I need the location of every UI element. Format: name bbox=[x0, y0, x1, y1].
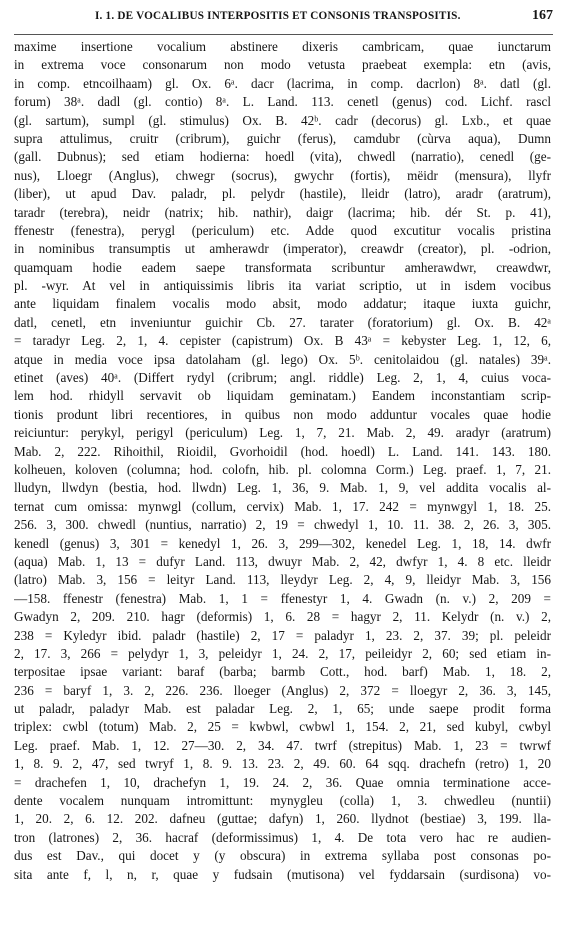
text-line: 238 = Kyledyr ibid. paladr (hastile) 2, 17 = paladyr 1, 23. 2, 37. 39; pl. peleidr bbox=[14, 627, 551, 643]
text-line: 1, 20. 2, 6. 12. 202. dafneu (guttae; dafyn) 1, 260. llydnot (bestiae) 3, 199. lla- bbox=[14, 811, 551, 827]
text-line: (latro) Mab. 3, 156 = leityr Land. 113, lleydyr Leg. 2, 4, 9, lleidyr Mab. 3, 156 bbox=[14, 572, 551, 588]
text-line: Gwadyn 2, 209. 210. hagr (deformis) 1, 6. 28 = hagyr 2, 11. Kelydr (n. v.) 2, bbox=[14, 609, 551, 625]
text-line: maxime insertione vocalium abstinere dixeris cambricam, quae iunctarum bbox=[14, 39, 551, 54]
text-line: tron (latrones) 2, 36. hacraf (deformissimus) 1, 4. De tota vero hac re audien- bbox=[14, 829, 551, 845]
text-line: ut paladr, paladyr Mab. est paladar Leg. 2, 1, 65; unde saepe prodit forma bbox=[14, 701, 551, 717]
page-header bbox=[0, 6, 567, 28]
text-line: ffenestr (fenestra), perygl (periculum) etc. Adde quod excutitur vocalis pristina bbox=[14, 222, 551, 238]
text-line: atque in media voce ipsa datolaham (gl. lego) Ox. 5ᵇ. cenitolaidou (gl. natales) 39ᵃ. bbox=[14, 351, 551, 367]
text-line: = drachefen 1, 10, drachefyn 1, 19. 24. 2, 36. Quae omnia terminatione acce- bbox=[14, 774, 551, 790]
text-line: 236 = baryf 1, 3. 2, 226. 236. lloeger (Anglus) 2, 372 = lloegyr 2, 36. 3, 145, bbox=[14, 682, 551, 698]
text-line: in comp. etncoilhaam) gl. Ox. 6ᵃ. dacr (lacrima, in comp. dacrlon) 8ᵃ. datl (gl. bbox=[14, 75, 551, 91]
page-number: 167 bbox=[532, 8, 553, 23]
text-line: kenedl (genus) 3, 301 = kenedyl 1, 26. 3, 299—302, kenedel Leg. 1, 18, 14. dwfr bbox=[14, 535, 551, 551]
text-line: in extrema voce consonarum non modo vetusta praebeat exempla: etn (avis, bbox=[14, 57, 551, 73]
text-line: = taradyr Leg. 2, 1, 4. cepister (capistrum) Ox. B 43ᵃ = kebyster Leg. 1, 12, 6, bbox=[14, 333, 551, 349]
text-line: taradr (terebra), neidr (natrix; hib. nathir), daigr (lacrima; hib. dér St. p. 41), bbox=[14, 204, 551, 220]
text-line: (gl. sartum), sumpl (gl. stimulus) Ox. B. 42ᵇ. cadr (decorus) gl. Lxb., et quae bbox=[14, 112, 551, 128]
text-line: nus), Lloegr (Anglus), chwegr (socrus), gwychr (fortis), mëidr (mensura), llyfr bbox=[14, 167, 551, 183]
text-line: kolheuen, koloven (columna; hod. colofn, hib. pl. colomna Corm.) Leg. praef. 1, 7, 21. bbox=[14, 461, 551, 477]
text-line: datl, cenetl, etn inveniuntur guichir Cb. 27. tarater (foratorium) gl. Ox. B. 42ᵃ bbox=[14, 314, 551, 330]
text-line: dus est Dav., qui docet y (y obscura) in extrema syllaba post consonas po- bbox=[14, 848, 551, 864]
text-line: ternat cum omissa: mynwgl (collum, cervix) Mab. 1, 17. 242 = mynwgyl 1, 18. 25. bbox=[14, 498, 551, 514]
header-rule bbox=[14, 34, 553, 35]
text-line: Mab. 2, 222. Rihoithil, Rioidil, Gvorhoidil (hod. hoedl) L. Land. 141. 143. 180. bbox=[14, 443, 551, 459]
text-line: reiciuntur: perykyl, perigyl (periculum) Leg. 1, 7, 21. Mab. 2, 49. aradyr (aratrum) bbox=[14, 425, 551, 441]
text-line: lem hod. rhidyll servavit ob liquidam geminatam.) Eandem inconstantiam scrip- bbox=[14, 388, 551, 404]
text-line: 256. 3, 300. chwedl (nuntius, narratio) 2, 19 = chwedyl 1, 10. 11. 38. 2, 26. 3, 305. bbox=[14, 517, 551, 533]
text-line: pl. -wyr. At vel in antiquissimis libris ita variat scriptio, ut in isdem vocibus bbox=[14, 278, 551, 294]
text-line: (liber), ut apud Dav. paladr, pl. pelydr (hastile), lleidr (latro), aradr (aratrum), bbox=[14, 186, 551, 202]
text-line: tionis produnt libri recentiores, in quibus non modo adduntur vocales quae hodie bbox=[14, 406, 551, 422]
text-line: sita ante f, l, n, r, quae y fudsain (mutisona) vel fyddarsain (surdisona) vo- bbox=[14, 866, 551, 882]
text-line: —158. ffenestr (fenestra) Mab. 1, 1 = ffenestyr 1, 4. Gwadn (n. v.) 2, 209 = bbox=[14, 590, 551, 606]
text-line: 1, 8. 9. 2, 47, sed twryf 1, 8. 9. 13. 23. 2, 49. 60. 64 sqq. drachefn (retro) 1, 20 bbox=[14, 756, 551, 772]
text-line bbox=[14, 884, 551, 902]
text-line: 2, 17. 3, 266 = pelydyr 1, 3, peleidyr 1, 24. 2, 17, peileidyr 2, 60; sed etiam in- bbox=[14, 645, 551, 661]
text-line: Leg. praef. Mab. 1, 12. 27—30. 2, 34. 47. twrf (strepitus) Mab. 1, 23 = twrwf bbox=[14, 737, 551, 753]
text-line: in nominibus transumptis ut amherawdr (imperator), creawdr (creator), pl. -odrion, bbox=[14, 241, 551, 257]
text-line: (aqua) Mab. 1, 13 = dufyr Land. 113, dwuyr Mab. 2, 42, dwfyr 1, 4. 8 etc. lleidr bbox=[14, 553, 551, 569]
text-line: (gall. Dubnus); sed etiam hodierna: hoedl (vita), chwedl (narratio), cenedl (ge- bbox=[14, 149, 551, 165]
text-line: ante liquidam finalem vocalis modo absit, modo addatur; itaque iuxta guichr, bbox=[14, 296, 551, 312]
text-line: lludyn, llwdyn (bestia, hod. llwdn) Leg. 1, 36, 9. Mab. 1, 9, vel addita vocalis al- bbox=[14, 480, 551, 496]
text-line: quamquam hodie eadem saepe transformata scribuntur amherawdwr, creawdwr, bbox=[14, 259, 551, 275]
text-line: supra attulimus, cruitr (cribrum), guichr (ferus), camdubr (cùrva aqua), Dumn bbox=[14, 130, 551, 146]
text-line: forum) 38ᵃ. dadl (gl. contio) 8ᵃ. L. Land. 113. cenetl (genus) cod. Lichf. rascl bbox=[14, 94, 551, 110]
text-line: etinet (aves) 40ᵃ. (Differt rydyl (cribrum; angl. riddle) Leg. 2, 1, 4, cuius voca- bbox=[14, 370, 551, 386]
text-line: terpositae ipsae variant: baraf (barba; barmb Cott., hod. barf) Mab. 1, 18. 2, bbox=[14, 664, 551, 680]
running-head: I. 1. DE VOCALIBUS INTERPOSITIS ET CONSONIS TRANSPOSITIS. bbox=[95, 10, 461, 22]
text-line: dente vocalem nunquam intromittunt: mynygleu (colla) 1, 3. chwedleu (nuntii) bbox=[14, 793, 551, 809]
body-text bbox=[14, 38, 551, 902]
text-line: triplex: cwbl (totum) Mab. 2, 25 = kwbwl, cwbwl 1, 154. 2, 21, sed kubyl, cwbyl bbox=[14, 719, 551, 735]
